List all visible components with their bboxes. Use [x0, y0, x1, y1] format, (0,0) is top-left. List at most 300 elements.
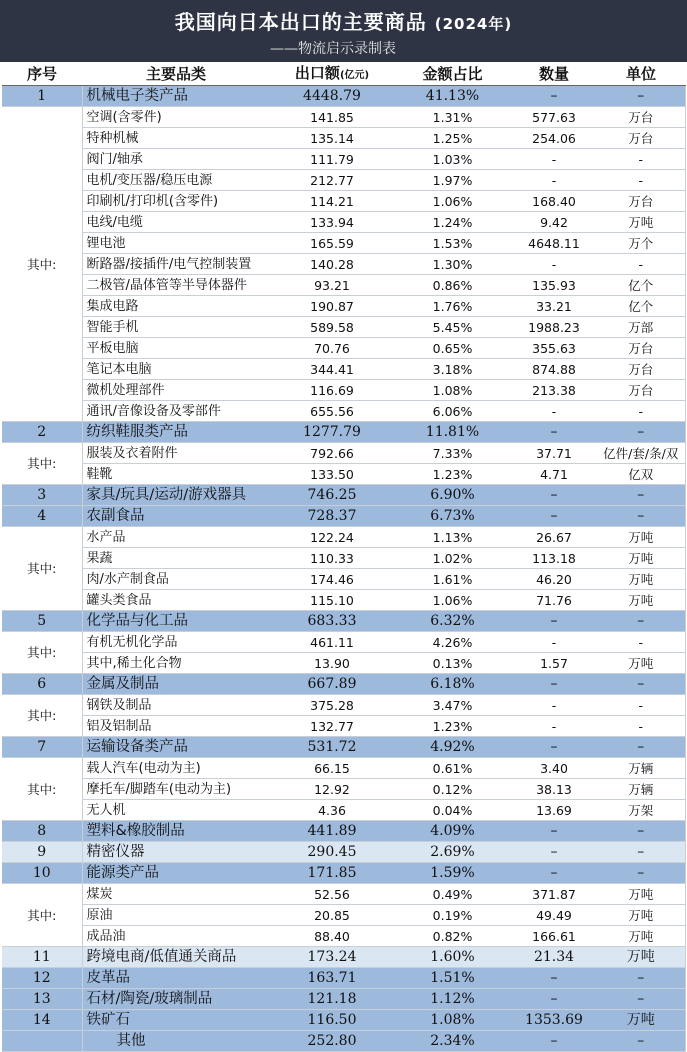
- row-quantity: –: [511, 1031, 597, 1052]
- subcategory-row: [2, 212, 685, 233]
- sub-quantity: 13.69: [511, 800, 597, 821]
- export-table: [2, 63, 686, 1052]
- sub-quantity: 4648.11: [511, 233, 597, 254]
- row-share: 41.13%: [394, 86, 511, 107]
- sub-category: 微机处理部件: [82, 380, 270, 401]
- sub-share: 1.97%: [394, 170, 511, 191]
- sub-export-value: 133.50: [270, 464, 394, 485]
- sub-export-value: 4.36: [270, 800, 394, 821]
- row-unit: –: [597, 485, 685, 506]
- row-share: 2.69%: [394, 842, 511, 863]
- sub-category: 笔记本电脑: [82, 359, 270, 380]
- subcategory-row: [2, 590, 685, 611]
- sub-quantity: 166.61: [511, 926, 597, 947]
- sub-category: 平板电脑: [82, 338, 270, 359]
- row-seq: 3: [2, 485, 82, 506]
- sub-unit: 万台: [597, 338, 685, 359]
- group-label: 其中:: [2, 107, 82, 422]
- sub-export-value: 190.87: [270, 296, 394, 317]
- category-row: [2, 947, 685, 968]
- sub-quantity: 46.20: [511, 569, 597, 590]
- sub-share: 1.06%: [394, 191, 511, 212]
- sub-export-value: 461.11: [270, 632, 394, 653]
- sub-export-value: 174.46: [270, 569, 394, 590]
- sub-share: 1.03%: [394, 149, 511, 170]
- sub-unit: 亿个: [597, 275, 685, 296]
- subcategory-row: [2, 548, 685, 569]
- sub-share: 1.24%: [394, 212, 511, 233]
- subcategory-row: [2, 191, 685, 212]
- sub-export-value: 111.79: [270, 149, 394, 170]
- page-title: [0, 6, 687, 35]
- sub-category: 煤炭: [82, 884, 270, 905]
- row-quantity: –: [511, 485, 597, 506]
- sub-category: 电机/变压器/稳压电源: [82, 170, 270, 191]
- row-unit: –: [597, 989, 685, 1010]
- title-year: (2024年): [434, 15, 513, 33]
- sub-unit: -: [597, 716, 685, 737]
- row-unit: –: [597, 1031, 685, 1052]
- sub-share: 0.82%: [394, 926, 511, 947]
- row-unit: –: [597, 737, 685, 758]
- sub-export-value: 135.14: [270, 128, 394, 149]
- subcategory-row: [2, 338, 685, 359]
- sub-export-value: 66.15: [270, 758, 394, 779]
- subcategory-row: [2, 401, 685, 422]
- sub-unit: -: [597, 254, 685, 275]
- sub-category: 肉/水产制食品: [82, 569, 270, 590]
- sub-export-value: 93.21: [270, 275, 394, 296]
- row-quantity: 21.34: [511, 947, 597, 968]
- category-row: [2, 422, 685, 443]
- sub-unit: 万架: [597, 800, 685, 821]
- sub-unit: 万吨: [597, 926, 685, 947]
- row-quantity: –: [511, 821, 597, 842]
- sub-share: 0.19%: [394, 905, 511, 926]
- sub-share: 4.26%: [394, 632, 511, 653]
- sub-export-value: 114.21: [270, 191, 394, 212]
- sub-share: 1.25%: [394, 128, 511, 149]
- sub-category: 有机无机化学品: [82, 632, 270, 653]
- sub-share: 0.49%: [394, 884, 511, 905]
- sub-unit: 万吨: [597, 548, 685, 569]
- row-unit: –: [597, 674, 685, 695]
- table-header-row: [2, 63, 685, 86]
- sub-category: 服装及衣着附件: [82, 443, 270, 464]
- category-row: [2, 737, 685, 758]
- row-quantity: –: [511, 989, 597, 1010]
- subcategory-row: [2, 107, 685, 128]
- row-seq: 1: [2, 86, 82, 107]
- sub-unit: 万吨: [597, 569, 685, 590]
- row-category: 石材/陶瓷/玻璃制品: [82, 989, 270, 1010]
- sub-unit: 万台: [597, 380, 685, 401]
- sub-unit: -: [597, 170, 685, 191]
- sub-export-value: 110.33: [270, 548, 394, 569]
- sub-category: 载人汽车(电动为主): [82, 758, 270, 779]
- sub-quantity: 254.06: [511, 128, 597, 149]
- subcategory-row: [2, 884, 685, 905]
- sub-category: 集成电路: [82, 296, 270, 317]
- subcategory-row: [2, 779, 685, 800]
- sub-export-value: 132.77: [270, 716, 394, 737]
- sub-quantity: -: [511, 170, 597, 191]
- subcategory-row: [2, 149, 685, 170]
- sub-export-value: 13.90: [270, 653, 394, 674]
- sub-category: 锂电池: [82, 233, 270, 254]
- sub-quantity: 49.49: [511, 905, 597, 926]
- category-row: [2, 611, 685, 632]
- sub-category: 空调(含零件): [82, 107, 270, 128]
- row-share: 2.34%: [394, 1031, 511, 1052]
- sub-share: 1.23%: [394, 716, 511, 737]
- row-share: 1.60%: [394, 947, 511, 968]
- category-row: [2, 86, 685, 107]
- sub-quantity: -: [511, 149, 597, 170]
- row-export-value: 1277.79: [270, 422, 394, 443]
- subcategory-row: [2, 695, 685, 716]
- row-share: 4.92%: [394, 737, 511, 758]
- sub-unit: 万个: [597, 233, 685, 254]
- sub-share: 1.02%: [394, 548, 511, 569]
- sub-unit: 万部: [597, 317, 685, 338]
- row-seq: 9: [2, 842, 82, 863]
- subcategory-row: [2, 233, 685, 254]
- row-share: 6.18%: [394, 674, 511, 695]
- row-unit: –: [597, 506, 685, 527]
- row-category: 能源类产品: [82, 863, 270, 884]
- sub-unit: 万辆: [597, 779, 685, 800]
- row-unit: –: [597, 422, 685, 443]
- subcategory-row: [2, 464, 685, 485]
- group-label: 其中:: [2, 695, 82, 737]
- sub-unit: 万吨: [597, 905, 685, 926]
- row-quantity: –: [511, 674, 597, 695]
- row-seq: 5: [2, 611, 82, 632]
- subcategory-row: [2, 569, 685, 590]
- sub-category: 其中,稀土化合物: [82, 653, 270, 674]
- sub-category: 通讯/音像设备及零部件: [82, 401, 270, 422]
- sub-unit: 亿个: [597, 296, 685, 317]
- row-seq: 4: [2, 506, 82, 527]
- sub-quantity: 1.57: [511, 653, 597, 674]
- row-category: 其他: [82, 1031, 270, 1052]
- row-seq: 2: [2, 422, 82, 443]
- sub-share: 1.76%: [394, 296, 511, 317]
- sub-share: 1.06%: [394, 590, 511, 611]
- sub-category: 鞋靴: [82, 464, 270, 485]
- row-share: 6.73%: [394, 506, 511, 527]
- category-row: [2, 821, 685, 842]
- sub-unit: 万台: [597, 128, 685, 149]
- row-export-value: 116.50: [270, 1010, 394, 1031]
- sub-export-value: 116.69: [270, 380, 394, 401]
- group-label: 其中:: [2, 884, 82, 947]
- sub-quantity: 113.18: [511, 548, 597, 569]
- row-seq: 14: [2, 1010, 82, 1031]
- subcategory-row: [2, 905, 685, 926]
- category-row: [2, 485, 685, 506]
- sub-export-value: 52.56: [270, 884, 394, 905]
- row-export-value: 746.25: [270, 485, 394, 506]
- row-export-value: 667.89: [270, 674, 394, 695]
- col-header-unit: 单位: [597, 63, 685, 86]
- title-text: 我国向日本出口的主要商品: [174, 10, 427, 34]
- sub-export-value: 133.94: [270, 212, 394, 233]
- sub-category: 铝及铝制品: [82, 716, 270, 737]
- sub-quantity: 9.42: [511, 212, 597, 233]
- sub-unit: 万吨: [597, 653, 685, 674]
- row-quantity: –: [511, 863, 597, 884]
- row-unit: –: [597, 842, 685, 863]
- sub-export-value: 792.66: [270, 443, 394, 464]
- sub-category: 果蔬: [82, 548, 270, 569]
- row-quantity: –: [511, 968, 597, 989]
- row-share: 6.32%: [394, 611, 511, 632]
- sub-share: 1.31%: [394, 107, 511, 128]
- subcategory-row: [2, 800, 685, 821]
- col-header-quantity: 数量: [511, 63, 597, 86]
- category-row: [2, 506, 685, 527]
- row-category: 金属及制品: [82, 674, 270, 695]
- row-unit: –: [597, 611, 685, 632]
- row-category: 纺织鞋服类产品: [82, 422, 270, 443]
- sub-quantity: -: [511, 254, 597, 275]
- sub-export-value: 375.28: [270, 695, 394, 716]
- sub-quantity: 355.63: [511, 338, 597, 359]
- page-subtitle: ——物流启示录制表: [270, 41, 396, 57]
- sub-share: 0.13%: [394, 653, 511, 674]
- title-banner: [0, 0, 687, 62]
- subcategory-row: [2, 632, 685, 653]
- col-header-export-value-unit: (亿元): [339, 69, 370, 81]
- sub-category: 印刷机/打印机(含零件): [82, 191, 270, 212]
- row-share: 1.59%: [394, 863, 511, 884]
- row-share: 1.08%: [394, 1010, 511, 1031]
- sub-share: 1.13%: [394, 527, 511, 548]
- sub-quantity: -: [511, 695, 597, 716]
- sub-share: 0.04%: [394, 800, 511, 821]
- sub-category: 钢铁及制品: [82, 695, 270, 716]
- sub-export-value: 212.77: [270, 170, 394, 191]
- subcategory-row: [2, 317, 685, 338]
- sub-unit: 万吨: [597, 590, 685, 611]
- subcategory-row: [2, 170, 685, 191]
- row-category: 跨境电商/低值通关商品: [82, 947, 270, 968]
- col-header-seq: 序号: [2, 63, 82, 86]
- row-export-value: 441.89: [270, 821, 394, 842]
- sub-quantity: -: [511, 716, 597, 737]
- sub-export-value: 12.92: [270, 779, 394, 800]
- sub-export-value: 344.41: [270, 359, 394, 380]
- sub-quantity: 26.67: [511, 527, 597, 548]
- row-quantity: –: [511, 86, 597, 107]
- sub-quantity: 168.40: [511, 191, 597, 212]
- row-quantity: –: [511, 506, 597, 527]
- row-category: 塑料&橡胶制品: [82, 821, 270, 842]
- category-row: [2, 1010, 685, 1031]
- row-export-value: 290.45: [270, 842, 394, 863]
- row-seq: 11: [2, 947, 82, 968]
- row-category: 精密仪器: [82, 842, 270, 863]
- subcategory-row: [2, 758, 685, 779]
- subcategory-row: [2, 254, 685, 275]
- sub-category: 智能手机: [82, 317, 270, 338]
- sub-unit: 万吨: [597, 884, 685, 905]
- row-unit: –: [597, 863, 685, 884]
- sub-export-value: 122.24: [270, 527, 394, 548]
- row-quantity: –: [511, 842, 597, 863]
- sub-category: 水产品: [82, 527, 270, 548]
- sub-quantity: 135.93: [511, 275, 597, 296]
- sub-quantity: 213.38: [511, 380, 597, 401]
- sub-share: 1.61%: [394, 569, 511, 590]
- row-seq: [2, 1031, 82, 1052]
- sub-share: 1.23%: [394, 464, 511, 485]
- sub-category: 电线/电缆: [82, 212, 270, 233]
- row-category: 农副食品: [82, 506, 270, 527]
- sub-export-value: 70.76: [270, 338, 394, 359]
- sub-share: 1.08%: [394, 380, 511, 401]
- row-quantity: –: [511, 611, 597, 632]
- sub-unit: -: [597, 695, 685, 716]
- category-row: [2, 989, 685, 1010]
- row-unit: 万吨: [597, 947, 685, 968]
- sub-quantity: 3.40: [511, 758, 597, 779]
- sub-unit: 万吨: [597, 527, 685, 548]
- row-unit: 万吨: [597, 1010, 685, 1031]
- sub-share: 0.86%: [394, 275, 511, 296]
- row-share: 1.51%: [394, 968, 511, 989]
- row-category: 皮革品: [82, 968, 270, 989]
- sub-share: 0.65%: [394, 338, 511, 359]
- sub-quantity: 371.87: [511, 884, 597, 905]
- sub-unit: -: [597, 149, 685, 170]
- row-category: 化学品与化工品: [82, 611, 270, 632]
- row-category: 家具/玩具/运动/游戏器具: [82, 485, 270, 506]
- sub-unit: 万台: [597, 191, 685, 212]
- row-seq: 7: [2, 737, 82, 758]
- row-unit: –: [597, 86, 685, 107]
- sub-share: 0.12%: [394, 779, 511, 800]
- subcategory-row: [2, 275, 685, 296]
- row-seq: 12: [2, 968, 82, 989]
- sub-export-value: 589.58: [270, 317, 394, 338]
- sub-unit: -: [597, 632, 685, 653]
- row-export-value: 171.85: [270, 863, 394, 884]
- sub-export-value: 20.85: [270, 905, 394, 926]
- sub-unit: 万台: [597, 107, 685, 128]
- sub-share: 3.47%: [394, 695, 511, 716]
- row-quantity: –: [511, 422, 597, 443]
- row-category: 机械电子类产品: [82, 86, 270, 107]
- row-export-value: 683.33: [270, 611, 394, 632]
- sub-unit: 万辆: [597, 758, 685, 779]
- col-header-export-value-label: 出口额: [294, 63, 340, 82]
- row-seq: 8: [2, 821, 82, 842]
- sub-category: 摩托车/脚踏车(电动为主): [82, 779, 270, 800]
- row-seq: 6: [2, 674, 82, 695]
- category-row: [2, 674, 685, 695]
- sub-quantity: 874.88: [511, 359, 597, 380]
- sub-quantity: -: [511, 632, 597, 653]
- row-export-value: 163.71: [270, 968, 394, 989]
- sub-unit: -: [597, 401, 685, 422]
- subcategory-row: [2, 296, 685, 317]
- sub-quantity: 71.76: [511, 590, 597, 611]
- category-row: [2, 842, 685, 863]
- sub-unit: 亿件/套/条/双: [597, 443, 685, 464]
- sub-quantity: 38.13: [511, 779, 597, 800]
- row-export-value: 531.72: [270, 737, 394, 758]
- sub-share: 1.30%: [394, 254, 511, 275]
- sub-export-value: 140.28: [270, 254, 394, 275]
- sub-share: 5.45%: [394, 317, 511, 338]
- subcategory-row: [2, 359, 685, 380]
- row-seq: 13: [2, 989, 82, 1010]
- row-quantity: –: [511, 737, 597, 758]
- group-label: 其中:: [2, 527, 82, 611]
- subcategory-row: [2, 527, 685, 548]
- sub-unit: 万吨: [597, 212, 685, 233]
- group-label: 其中:: [2, 758, 82, 821]
- row-category: 运输设备类产品: [82, 737, 270, 758]
- row-share: 4.09%: [394, 821, 511, 842]
- sub-quantity: 4.71: [511, 464, 597, 485]
- sub-share: 6.06%: [394, 401, 511, 422]
- sub-category: 特种机械: [82, 128, 270, 149]
- sub-export-value: 88.40: [270, 926, 394, 947]
- col-header-category: 主要品类: [82, 63, 270, 86]
- sub-quantity: 577.63: [511, 107, 597, 128]
- other-row: [2, 1031, 685, 1052]
- sub-share: 1.53%: [394, 233, 511, 254]
- col-header-share: 金额占比: [394, 63, 511, 86]
- row-share: 6.90%: [394, 485, 511, 506]
- sub-category: 罐头类食品: [82, 590, 270, 611]
- category-row: [2, 968, 685, 989]
- sub-share: 7.33%: [394, 443, 511, 464]
- sub-unit: 万台: [597, 359, 685, 380]
- sub-share: 0.61%: [394, 758, 511, 779]
- row-share: 1.12%: [394, 989, 511, 1010]
- sub-share: 3.18%: [394, 359, 511, 380]
- row-unit: –: [597, 821, 685, 842]
- sub-category: 成品油: [82, 926, 270, 947]
- sub-export-value: 655.56: [270, 401, 394, 422]
- row-export-value: 173.24: [270, 947, 394, 968]
- sub-quantity: -: [511, 401, 597, 422]
- sub-export-value: 165.59: [270, 233, 394, 254]
- sub-quantity: 1988.23: [511, 317, 597, 338]
- row-export-value: 4448.79: [270, 86, 394, 107]
- sub-unit: 亿双: [597, 464, 685, 485]
- row-export-value: 121.18: [270, 989, 394, 1010]
- sub-quantity: 37.71: [511, 443, 597, 464]
- sub-category: 原油: [82, 905, 270, 926]
- row-export-value: 728.37: [270, 506, 394, 527]
- sub-export-value: 115.10: [270, 590, 394, 611]
- sub-category: 断路器/接插件/电气控制装置: [82, 254, 270, 275]
- sub-category: 二极管/晶体管等半导体器件: [82, 275, 270, 296]
- row-quantity: 1353.69: [511, 1010, 597, 1031]
- row-category: 铁矿石: [82, 1010, 270, 1031]
- row-share: 11.81%: [394, 422, 511, 443]
- subcategory-row: [2, 380, 685, 401]
- subcategory-row: [2, 128, 685, 149]
- table-body: [2, 86, 685, 1052]
- sub-quantity: 33.21: [511, 296, 597, 317]
